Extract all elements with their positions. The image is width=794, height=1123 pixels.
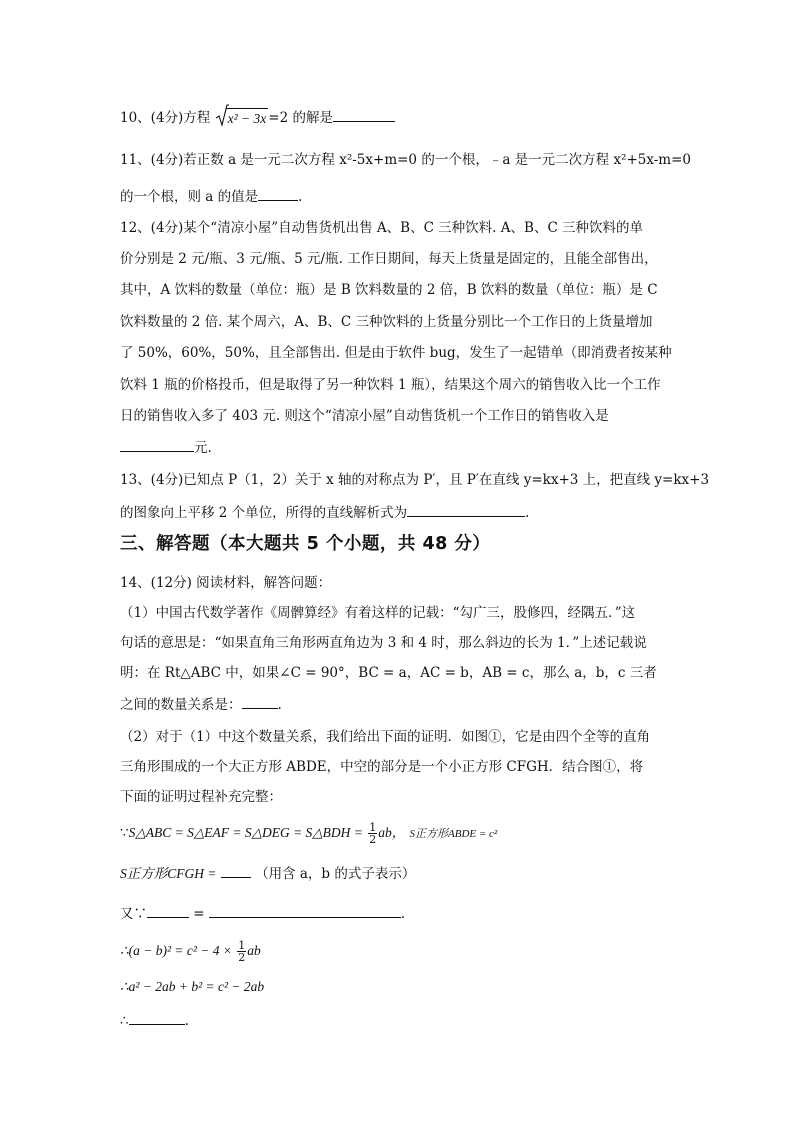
numerator: 1 — [238, 939, 246, 952]
q12-line5: 了 50%，60%，50%，且全部售出. 但是由于软件 bug，发生了一起错单（即消费者按某种 — [120, 345, 672, 361]
fraction-half — [368, 822, 377, 845]
sqrt-expression — [215, 108, 269, 129]
also-because: 又∵ — [120, 906, 147, 922]
q13-line1: 13、(4分)已知点 P（1，2）关于 x 轴的对称点为 P′，且 P′在直线 y=kx+3 上，把直线 y=kx+3 — [120, 472, 710, 488]
q14-p1-line4 — [120, 694, 282, 715]
q12-line2: 价分别是 2 元/瓶、3 元/瓶、5 元/瓶. 工作日期间，每天上货量是固定的，且能全部售出， — [120, 251, 658, 267]
q10-text-rest: =2 的解是 — [268, 110, 333, 126]
conclusion-blank[interactable] — [129, 1010, 185, 1025]
eq3-left-blank[interactable] — [147, 903, 189, 918]
proof-eq5: ∴a² − 2ab + b² = c² − 2ab — [120, 979, 265, 994]
q12-line1: 12、(4分)某个“清凉小屋”自动售货机出售 A、B、C 三种饮料. A、B、C 三种饮料的单 — [120, 220, 644, 236]
q14-p1-answer-blank[interactable] — [242, 694, 278, 709]
proof-eq2 — [120, 863, 415, 884]
q12-line8 — [120, 437, 212, 458]
eq6-period: . — [184, 1013, 189, 1029]
q11-line1: 11、(4分)若正数 a 是一元二次方程 x²-5x+m=0 的一个根，﹣a 是一元二次方程 x²+5x-m=0 — [120, 152, 692, 168]
q14-p2-line3: 下面的证明过程补充完整： — [120, 789, 282, 805]
denominator: 2 — [238, 951, 246, 964]
numerator: 1 — [369, 821, 377, 834]
eq3-period: . — [400, 906, 406, 922]
q11-line2-text: 的一个根，则 a 的值是 — [120, 189, 259, 205]
q10-answer-blank[interactable] — [333, 107, 395, 122]
q14-p1-line3: 明：在 Rt△ABC 中，如果∠C = 90°，BC = a，AC = b，AB = c，那么 a，b，c 三者 — [120, 665, 657, 681]
eq4-tail: ab — [247, 943, 261, 958]
q13-line2 — [120, 502, 529, 523]
q14-intro: 14、(12分) 阅读材料，解答问题： — [120, 575, 332, 591]
proof-eq3 — [120, 903, 405, 924]
big-square-area: S正方形ABDE = c² — [409, 828, 498, 840]
eq3-equals: = — [193, 906, 205, 922]
eq4-left: ∴(a − b)² = c² − 4 × — [120, 943, 232, 958]
small-square-area: S正方形CFGH = — [120, 866, 217, 881]
therefore-symbol: ∴ — [120, 1013, 129, 1029]
q11-period: . — [298, 189, 303, 205]
radicand: x² − 3x — [226, 108, 269, 129]
q12-line6: 饮料 1 瓶的价格投币，但是取得了另一种饮料 1 瓶），结果这个周六的销售收入比一个工作 — [120, 377, 661, 393]
q14-p1-line2: 句话的意思是：“如果直角三角形两直角边为 3 和 4 时，那么斜边的长为 1．”上述记载说 — [120, 635, 647, 651]
q10-text: 10、(4分)方程 — [120, 110, 211, 126]
q14-p1-line4-text: 之间的数量关系是： — [120, 697, 242, 713]
denominator: 2 — [369, 833, 377, 846]
q14-p2-line2: 三角形围成的一个大正方形 ABDE，中空的部分是一个小正方形 CFGH．结合图①，将 — [120, 759, 644, 775]
q14-p2-line1: （2）对于（1）中这个数量关系，我们给出下面的证明．如图①，它是由四个全等的直角 — [120, 729, 651, 745]
eq2-note: （用含 a，b 的式子表示） — [255, 866, 416, 882]
q14-p1-period: . — [277, 697, 282, 713]
q13-answer-blank[interactable] — [407, 502, 525, 517]
q12-line3: 其中，A 饮料的数量（单位：瓶）是 B 饮料数量的 2 倍，B 饮料的数量（单位：瓶）是 C — [120, 282, 658, 298]
q14-p1-line1: （1）中国古代数学著作《周髀算经》有着这样的记载：“勾广三，股修四，经隅五．”这 — [120, 605, 636, 621]
small-square-blank[interactable] — [221, 863, 251, 878]
q13-period: . — [525, 505, 530, 521]
eq1-tail: ab， — [378, 825, 406, 840]
q10-line — [120, 107, 395, 129]
triangle-areas: S△ABC = S△EAF = S△DEG = S△BDH = — [128, 825, 363, 840]
fraction-half-2 — [237, 940, 246, 963]
proof-eq4 — [120, 940, 261, 963]
radical-sign-icon — [215, 104, 229, 128]
q12-line4: 饮料数量的 2 倍. 某个周六，A、B、C 三种饮料的上货量分别比一个工作日的上货量增加 — [120, 314, 653, 330]
because-symbol: ∵ — [120, 825, 129, 841]
q13-line2-text: 的图象向上平移 2 个单位，所得的直线解析式为 — [120, 505, 408, 521]
section-heading: 三、解答题（本大题共 5 个小题，共 48 分） — [120, 534, 491, 554]
q12-line7: 日的销售收入多了 403 元. 则这个“清凉小屋”自动售货机一个工作日的销售收入是 — [120, 408, 609, 424]
q11-line2 — [120, 186, 302, 207]
q12-unit: 元. — [194, 440, 212, 456]
q11-answer-blank[interactable] — [258, 186, 298, 201]
eq3-right-blank[interactable] — [209, 903, 401, 918]
proof-eq1 — [120, 822, 497, 845]
q12-answer-blank[interactable] — [120, 437, 194, 452]
proof-eq6 — [120, 1010, 189, 1031]
